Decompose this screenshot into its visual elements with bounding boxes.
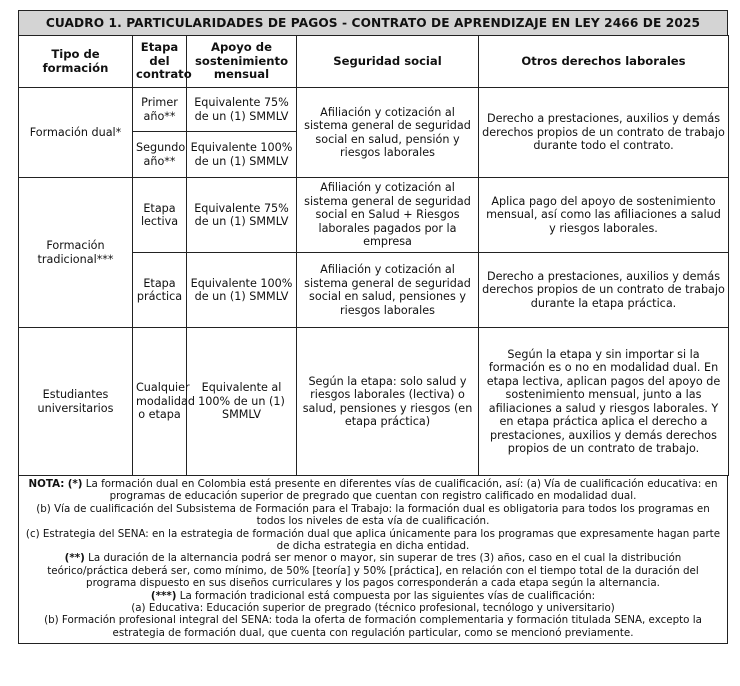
note-text-dual: La formación dual en Colombia está presente en diferentes vías de cualificación, así: (a) Vía de cualificación educativa: en programas de educación superior de pregrado que cuentan con registro calificado en modalidad dual. — [82, 478, 718, 503]
cell-tradicional-seguridad2: Afiliación y cotización al sistema general de seguridad social en salud, pensiones y riesgos laborales — [297, 253, 479, 328]
note-text-alternancia: La duración de la alternancia podrá ser menor o mayor, sin superar de tres (3) años, caso en el cual la distribución teórico/práctica deberá ser, como mínimo, de 50% [teoría] y 50% [práctica], en relación con el tiempo total de la duración del programa dispuesto en sus diseños curriculares y los pagos corresponderán a cada etapa según la alternancia. — [47, 552, 699, 590]
cell-dual-apoyo1: Equivalente 75% de un (1) SMMLV — [187, 88, 297, 132]
header-row — [19, 36, 729, 88]
note-dual-b: (b) Vía de cualificación del Subsistema de Formación para el Trabajo: la formación dual es obligatoria para todos los programas en todos los niveles de esta vía de cualificación. — [36, 502, 710, 528]
note-mark-alternancia: (**) — [64, 552, 85, 565]
table-row — [19, 88, 729, 132]
note-dual-c: (c) Estrategia del SENA: en la estrategia de formación dual que aplica únicamente para los programas que expresamente hagan parte de dicha estrategia en dicha entidad. — [25, 527, 721, 553]
table-title: CUADRO 1. PARTICULARIDADES DE PAGOS - CONTRATO DE APRENDIZAJE EN LEY 2466 DE 2025 — [18, 10, 728, 35]
cell-tradicional-apoyo1: Equivalente 75% de un (1) SMMLV — [187, 178, 297, 253]
cell-dual-etapa2: Segundo año** — [133, 132, 187, 178]
note-mark-tradicional: (***) — [150, 589, 177, 602]
note-tradicional-a: (a) Educativa: Educación superior de pregrado (técnico profesional, tecnólogo y universitario) — [131, 602, 615, 615]
notes-section — [18, 476, 728, 644]
cell-dual-etapa1: Primer año** — [133, 88, 187, 132]
cell-tradicional-apoyo2: Equivalente 100% de un (1) SMMLV — [187, 253, 297, 328]
header-tipo: Tipo de formación — [19, 36, 133, 88]
cell-univ-etapa: Cualquier modalidad o etapa — [133, 328, 187, 476]
cell-tradicional-tipo: Formación tradicional*** — [19, 178, 133, 328]
note-alternancia — [25, 552, 721, 589]
note-text-tradicional: La formación tradicional está compuesta por las siguientes vías de cualificación: — [176, 589, 596, 602]
cell-dual-otros: Derecho a prestaciones, auxilios y demás derechos propios de un contrato de trabajo durante todo el contrato. — [479, 88, 729, 178]
cell-tradicional-etapa2: Etapa práctica — [133, 253, 187, 328]
header-etapa: Etapa del contrato — [133, 36, 187, 88]
cell-tradicional-otros1: Aplica pago del apoyo de sostenimiento mensual, así como las afiliaciones a salud y riesgos laborales. — [479, 178, 729, 253]
cell-dual-seguridad: Afiliación y cotización al sistema general de seguridad social en salud, pensión y riesgos laborales — [297, 88, 479, 178]
note-tradicional — [25, 590, 721, 602]
document-table-container — [18, 10, 728, 644]
note-tradicional-b: (b) Formación profesional integral del SENA: toda la oferta de formación complementaria y formación titulada SENA, excepto la estrategia de formación dual, que cuenta con regulación particular, como se mencionó previamente. — [44, 614, 702, 639]
header-otros: Otros derechos laborales — [479, 36, 729, 88]
cell-dual-tipo: Formación dual* — [19, 88, 133, 178]
note-mark-dual: (*) — [67, 478, 83, 490]
cell-univ-tipo: Estudiantes universitarios — [19, 328, 133, 476]
note-dual — [25, 478, 721, 503]
table-row — [19, 328, 729, 476]
payments-table — [18, 35, 729, 476]
header-apoyo: Apoyo de sostenimiento mensual — [187, 36, 297, 88]
cell-tradicional-otros2: Derecho a prestaciones, auxilios y demás derechos propios de un contrato de trabajo durante la etapa práctica. — [479, 253, 729, 328]
cell-univ-apoyo: Equivalente al 100% de un (1) SMMLV — [187, 328, 297, 476]
header-seguridad: Seguridad social — [297, 36, 479, 88]
cell-tradicional-etapa1: Etapa lectiva — [133, 178, 187, 253]
cell-dual-apoyo2: Equivalente 100% de un (1) SMMLV — [187, 132, 297, 178]
table-row — [19, 178, 729, 253]
cell-tradicional-seguridad1: Afiliación y cotización al sistema general de seguridad social en Salud + Riesgos laborales pagados por la empresa — [297, 178, 479, 253]
cell-univ-otros: Según la etapa y sin importar si la formación es o no en modalidad dual. En etapa lectiva, aplican pagos del apoyo de sostenimiento mensual, junto a las afiliaciones a salud y riesgos laborales. Y en etapa práctica aplica el derecho a prestaciones, auxilios y demás derechos propios de un contrato de trabajo. — [479, 328, 729, 476]
cell-univ-seguridad: Según la etapa: solo salud y riesgos laborales (lectiva) o salud, pensiones y riesgos (en etapa práctica) — [297, 328, 479, 476]
note-label: NOTA: — [28, 478, 65, 490]
